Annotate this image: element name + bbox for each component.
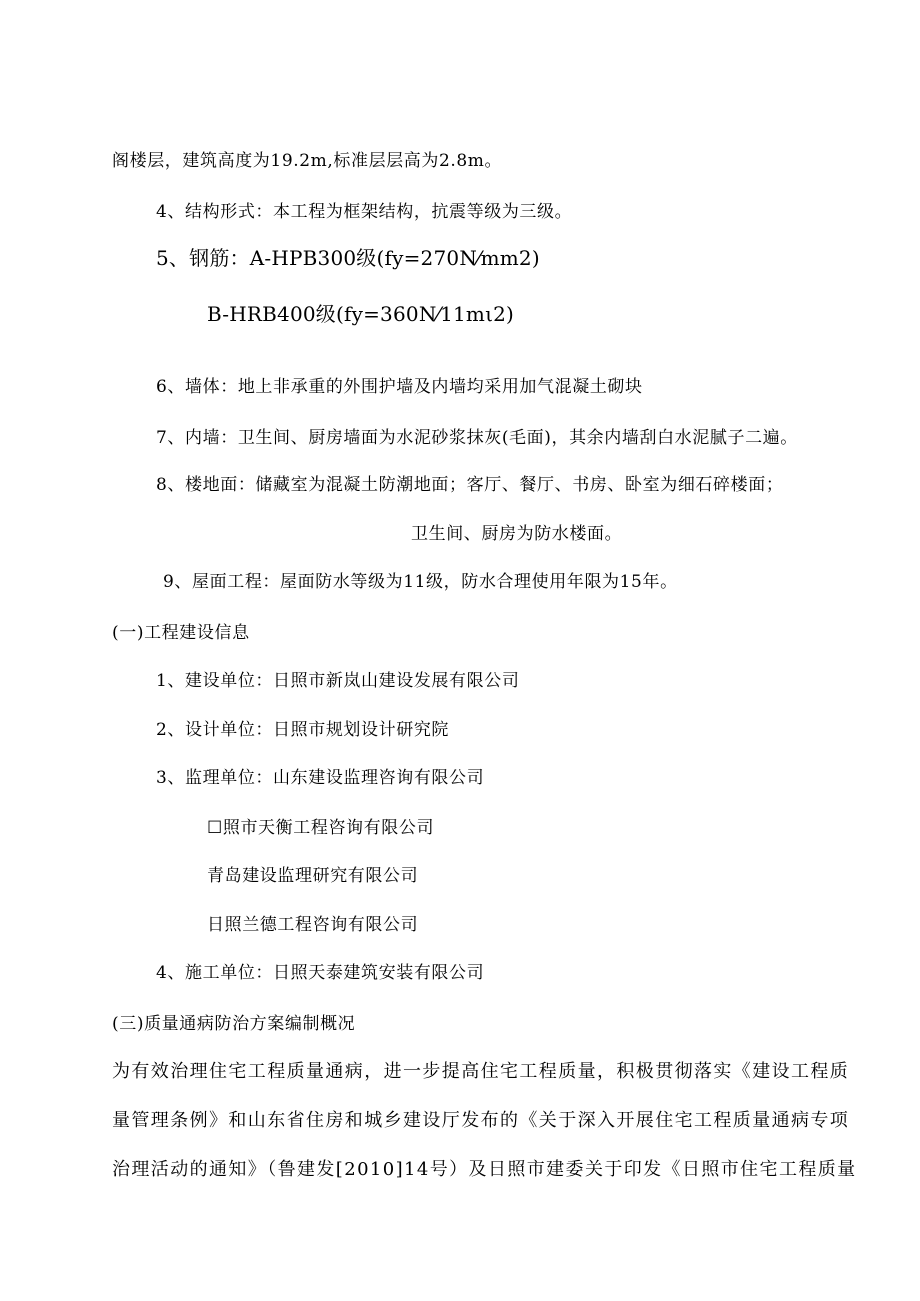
list-item-rebar: 5、钢筋：A-HPB300级(fy=270N⁄mm2) bbox=[156, 246, 540, 270]
list-item-floor: 8、楼地面：储藏室为混凝土防潮地面；客厅、餐厅、书房、卧室为细石碎楼面； bbox=[156, 475, 784, 495]
paragraph-line: 治理活动的通知》（鲁建发[2010]14号）及日照市建委关于印发《日照市住宅工程质量 bbox=[112, 1159, 857, 1180]
list-item-designer: 2、设计单位：日照市规划设计研究院 bbox=[156, 720, 450, 740]
list-item-wall: 6、墙体：地上非承重的外围护墙及内墙均采用加气混凝土砌块 bbox=[156, 377, 643, 397]
paragraph-line: 量管理条例》和山东省住房和城乡建设厅发布的《关于深入开展住宅工程质量通病专项 bbox=[112, 1110, 850, 1131]
list-item-floor-cont: 卫生间、厨房为防水楼面。 bbox=[411, 524, 623, 544]
list-item-supervisor: 3、监理单位：山东建设监理咨询有限公司 bbox=[156, 768, 485, 788]
list-item-roof: 9、屋面工程：屋面防水等级为11级，防水合理使用年限为15年。 bbox=[163, 572, 678, 592]
paragraph-line: 为有效治理住宅工程质量通病，进一步提高住宅工程质量，积极贯彻落实《建设工程质 bbox=[112, 1061, 850, 1082]
list-item-supervisor-3: 青岛建设监理研究有限公司 bbox=[207, 866, 419, 886]
list-item-structure: 4、结构形式：本工程为框架结构，抗震等级为三级。 bbox=[156, 202, 573, 222]
list-item-supervisor-4: 日照兰德工程咨询有限公司 bbox=[207, 915, 419, 935]
list-item-inner-wall: 7、内墙：卫生间、厨房墙面为水泥砂浆抹灰(毛面)，其余内墙刮白水泥腻子二遍。 bbox=[156, 428, 798, 448]
list-item-supervisor-2: ☐照市天衡工程咨询有限公司 bbox=[207, 818, 435, 838]
list-item-owner: 1、建设单位：日照市新岚山建设发展有限公司 bbox=[156, 671, 520, 691]
section-heading: (一)工程建设信息 bbox=[112, 623, 250, 643]
section-heading: (三)质量通病防治方案编制概况 bbox=[112, 1014, 356, 1034]
list-item-rebar-b: B-HRB400级(fy=360N⁄11mι2) bbox=[207, 302, 515, 326]
paragraph-line: 阁楼层，建筑高度为19.2m,标准层层高为2.8m。 bbox=[112, 151, 503, 171]
list-item-contractor: 4、施工单位：日照天泰建筑安装有限公司 bbox=[156, 963, 485, 983]
